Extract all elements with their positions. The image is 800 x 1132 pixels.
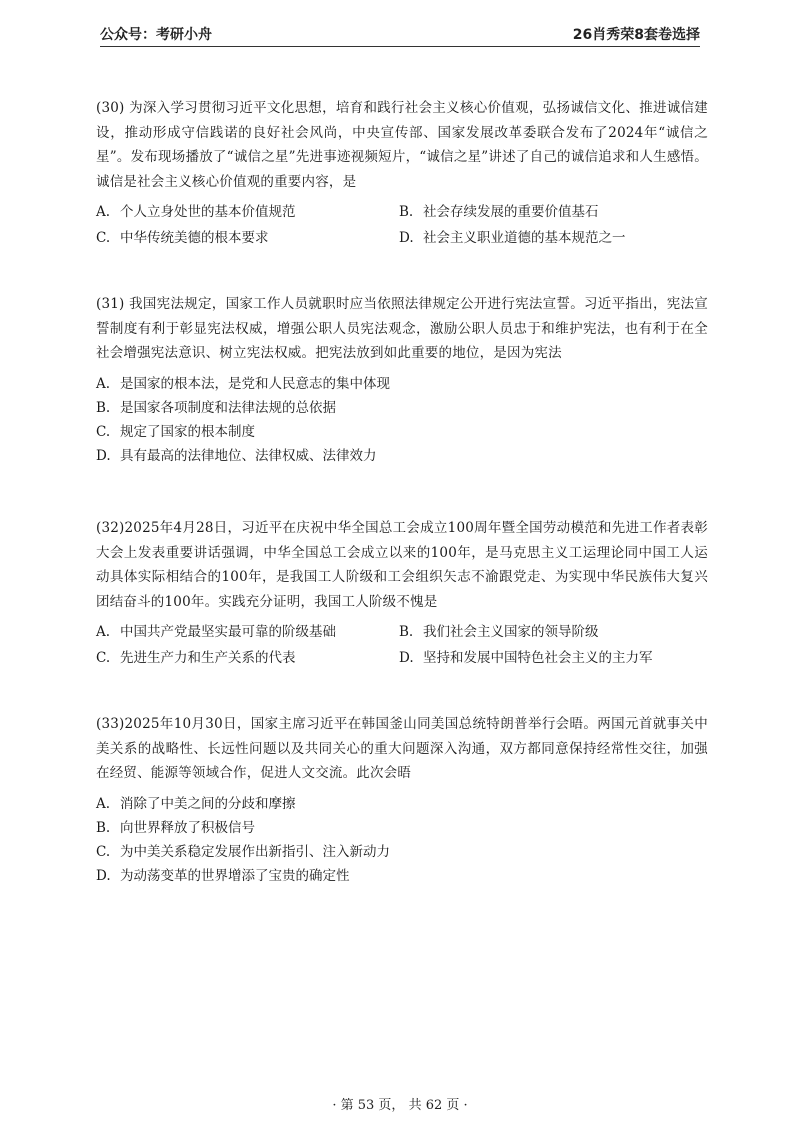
question-30 (96, 96, 708, 250)
option-letter: C. (96, 650, 111, 666)
options-list (96, 372, 708, 468)
option-c (96, 840, 708, 864)
option-letter: A. (96, 204, 111, 220)
page-header (100, 22, 700, 47)
option-text: 我们社会主义国家的领导阶级 (423, 624, 599, 640)
question-stem: (31) 我国宪法规定，国家工作人员就职时应当依照法律规定公开进行宪法宣誓。习近平指出，宪法宣誓制度有利于彰显宪法权威，增强公职人员宪法观念，激励公职人员忠于和维护宪法，也有利于在全社会增强宪法意识、树立宪法权威。把宪法放到如此重要的地位，是因为宪法 (96, 296, 708, 361)
option-c (96, 420, 708, 444)
option-d (96, 864, 708, 888)
option-letter: B. (399, 204, 414, 220)
option-letter: D. (399, 650, 414, 666)
option-letter: C. (96, 843, 111, 860)
option-text: 中国共产党最坚实最可靠的阶级基础 (120, 624, 336, 640)
options-grid (96, 200, 708, 250)
option-text: 是国家的根本法，是党和人民意志的集中体现 (120, 375, 390, 392)
option-c (96, 646, 399, 670)
question-stem: (32)2025年4月28日，习近平在庆祝中华全国总工会成立100周年暨全国劳动模范和先进工作者表彰大会上发表重要讲话强调，中华全国总工会成立以来的100年，是马克思主义工运理论同中国工人运动具体实际相结合的100年，是我国工人阶级和工会组织矢志不渝跟党走、为实现中华民族伟大复兴团结奋斗的100年。实践充分证明，我国工人阶级不愧是 (96, 520, 708, 610)
option-letter: C. (96, 230, 111, 246)
option-a (96, 200, 399, 224)
option-a (96, 372, 708, 396)
option-text: 消除了中美之间的分歧和摩擦 (120, 795, 296, 812)
option-letter: D. (399, 230, 414, 246)
option-text: 具有最高的法律地位、法律权威、法律效力 (120, 447, 377, 464)
option-text: 中华传统美德的根本要求 (120, 230, 269, 246)
page-number: · 第 53 页， 共 62 页 · (332, 1098, 468, 1113)
options-list (96, 792, 708, 888)
header-title: 26肖秀荣8套卷选择 (572, 27, 700, 43)
option-a (96, 792, 708, 816)
option-text: 先进生产力和生产关系的代表 (120, 650, 296, 666)
option-text: 社会主义职业道德的基本规范之一 (423, 230, 626, 246)
option-letter: C. (96, 423, 111, 440)
header-source: 公众号：考研小舟 (100, 27, 212, 43)
question-32 (96, 516, 708, 670)
option-letter: A. (96, 624, 111, 640)
option-b (399, 620, 708, 644)
option-letter: D. (96, 447, 111, 464)
option-d (96, 444, 708, 468)
option-b (96, 396, 708, 420)
option-d (399, 226, 708, 250)
option-text: 规定了国家的根本制度 (120, 423, 255, 440)
question-33 (96, 712, 708, 888)
option-a (96, 620, 399, 644)
option-b (399, 200, 708, 224)
option-b (96, 816, 708, 840)
question-31 (96, 292, 708, 468)
option-c (96, 226, 399, 250)
option-letter: D. (96, 867, 111, 884)
option-letter: B. (96, 819, 111, 836)
option-d (399, 646, 708, 670)
option-text: 个人立身处世的基本价值规范 (120, 204, 296, 220)
option-text: 为中美关系稳定发展作出新指引、注入新动力 (120, 843, 390, 860)
question-stem: (33)2025年10月30日，国家主席习近平在韩国釜山同美国总统特朗普举行会晤。两国元首就事关中美关系的战略性、长远性问题以及共同关心的重大问题深入沟通，双方都同意保持经常性交往，加强在经贸、能源等领域合作，促进人文交流。此次会晤 (96, 716, 708, 781)
question-stem: (30) 为深入学习贯彻习近平文化思想，培育和践行社会主义核心价值观，弘扬诚信文化、推进诚信建设，推动形成守信践诺的良好社会风尚，中央宣传部、国家发展改革委联合发布了2024年“诚信之星”。发布现场播放了“诚信之星”先进事迹视频短片，“诚信之星”讲述了自己的诚信追求和人生感悟。诚信是社会主义核心价值观的重要内容，是 (96, 100, 708, 190)
option-letter: B. (96, 399, 111, 416)
option-letter: A. (96, 375, 111, 392)
option-text: 是国家各项制度和法律法规的总依据 (120, 399, 336, 416)
option-text: 坚持和发展中国特色社会主义的主力军 (423, 650, 653, 666)
option-text: 向世界释放了积极信号 (120, 819, 255, 836)
option-letter: A. (96, 795, 111, 812)
option-text: 社会存续发展的重要价值基石 (423, 204, 599, 220)
options-grid (96, 620, 708, 670)
option-letter: B. (399, 624, 414, 640)
option-text: 为动荡变革的世界增添了宝贵的确定性 (120, 867, 350, 884)
